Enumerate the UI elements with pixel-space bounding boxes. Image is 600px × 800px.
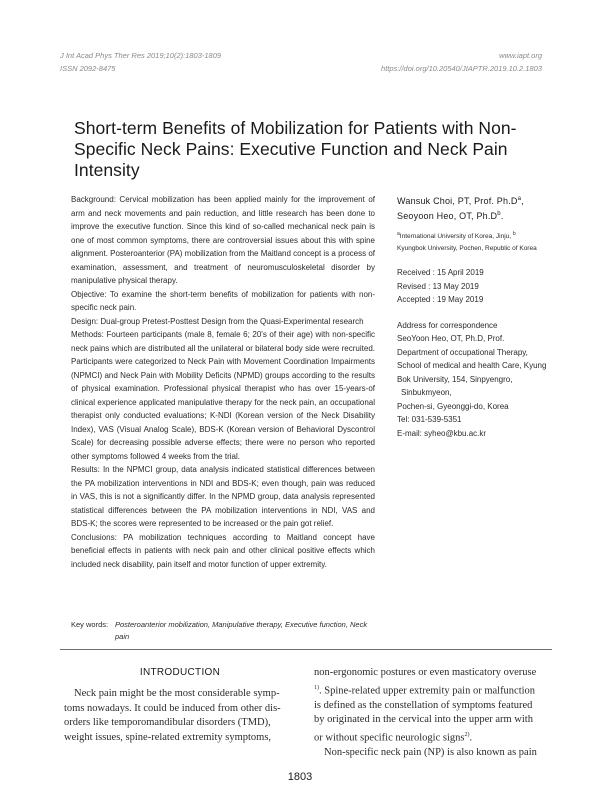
affiliation-b: Kyungbok University, Pochen, Republic of Korea — [397, 244, 537, 252]
correspondence-name: SeoYoon Heo, OT, Ph.D, Prof. — [397, 334, 505, 344]
abstract-objective — [71, 288, 375, 315]
issn: ISSN 2092-8475 — [60, 64, 116, 73]
methods-label: Methods: — [71, 330, 104, 339]
intro-line: by originated in the cervical into the upper arm with — [314, 714, 533, 725]
design-text: Dual-group Pretest-Posttest Design from the Quasi-Experimental research — [100, 316, 364, 326]
intro-line: Neck pain might be the most considerable symp- — [74, 688, 280, 699]
date-revised: Revised : 13 May 2019 — [397, 281, 479, 291]
intro-line: toms nowadays. It could be induced from other dis- — [64, 702, 281, 714]
design-label: Design: — [71, 316, 99, 326]
intro-line: $^{1)}$. Spine-related upper extremity pain or malfunction — [314, 684, 536, 696]
abstract-conclusions — [71, 531, 375, 572]
correspondence-label: Address for correspondence — [397, 320, 498, 330]
correspondence-dept: Department of occupational Therapy, — [397, 347, 528, 357]
background-text: Cervical mobilization has been applied mainly for the improvement of arm and neck movements and pain reduction, and little research has been done to improve the executive function. Since this kind of so-called mechanical neck pain is one of most common symptoms, there are controversial issues about this with spine alignment. Posteroanterior (PA) mobilization from the Maitland concept is a process of examination, assessment, and treatment of neuromusculoskeletal disorder by manipulative physical therapy. — [71, 195, 375, 285]
correspondence-address-1: Bok University, 154, Sinpyengro, — [397, 374, 513, 384]
intro-line: non-ergonomic postures or even masticatory overuse — [314, 667, 537, 678]
abstract-design — [71, 315, 375, 329]
keywords-label: Key words: — [71, 620, 109, 629]
abstract-methods — [71, 328, 375, 463]
objective-text: To examine the short-term benefits of mobilization for patients with non-specific neck pain. — [71, 289, 376, 312]
conclusions-text: PA mobilization techniques according to Maitland concept have beneficial effects in patients with neck pain and other clinical positive effects which included neck disability, pain itself and motor function of upper extremity. — [71, 532, 375, 569]
intro-line: or without specific neurologic signs$^{2)}$. — [314, 731, 473, 743]
methods-text: Fourteen participants (male 8, female 6; 20's of their age) with non-specific neck pains which are distributed all the unilateral or bilateral body side were recruited. Participants were categorized to Neck Pain with Movement Coordination Impairments (NPMCI) and Neck Pain with Mobility Deficits (NPMD) groups according to the results of physical examination. Professional physical therapist who has over 15-years-of clinical experience applicated manipulative therapy for the neck pain, an occupational therapist only conducted evaluations; K-NDI (Korean version of the Neck Disability Index), VAS (Visual Analog Scale), BDS-K (Korean version of Behavioral Dyscontrol Scale) for decreasing possible adverse effects; there were no person who reported other symptoms followed 4 weeks from the trial. — [71, 330, 375, 461]
conclusions-label: Conclusions: — [71, 532, 117, 542]
correspondence-address-2: Sinbukmyeon, — [401, 388, 452, 398]
abstract-background — [71, 193, 375, 288]
results-label: Results: — [71, 465, 100, 474]
affiliation-column — [397, 193, 547, 440]
author-2: Seoyoon Heo, OT, $Ph.D^b$. — [397, 211, 504, 221]
section-divider — [60, 649, 552, 650]
article-title: Short-term Benefits of Mobilization for Patients with Non-Specific Neck Pains: Executive Function and Neck Pain Intensity — [74, 118, 517, 180]
introduction-right-column — [314, 666, 552, 760]
intro-line: weight issues, spine-related extremity symptoms, — [64, 731, 272, 743]
journal-citation: J Int Acad Phys Ther Res 2019;10(2):1803-1809 — [60, 51, 222, 60]
results-text: In the NPMCI group, data analysis indicated statistical differences between the PA mobilization interventions in NDI and BDS-K; even though, pain was reduced in VAS, this is not a significantly differ. In the NPMD group, data analysis represented statistical differences between the PA mobilization interventions in NDI, VAS and BDS-K; the scores were represented to be increased or the pain got relief. — [71, 465, 375, 528]
doi-link: https://doi.org/10.20540/JIAPTR.2019.10.2.1803 — [381, 64, 542, 73]
introduction-left-column — [64, 687, 296, 745]
abstract — [71, 193, 375, 571]
correspondence-email: E-mail: syheo@kbu.ac.kr — [397, 428, 487, 438]
date-received: Received : 15 April 2019 — [397, 268, 484, 278]
running-header-left — [60, 49, 221, 75]
intro-line: orders like temporomandibular disorders (TMD), — [64, 717, 271, 728]
date-accepted: Accepted : 19 May 2019 — [397, 295, 484, 305]
correspondence-address-3: Pochen-si, Gyeonggi-do, Korea — [397, 401, 509, 411]
author-1: Wansuk Choi, PT, Prof. $Ph.D^a$, — [397, 196, 524, 206]
affiliation-a: $^a$International University of Korea, Jinju, $^b$ — [397, 231, 516, 241]
intro-line: Non-specific neck pain (NP) is also known as pain — [324, 746, 537, 758]
correspondence-school: School of medical and health Care, Kyung — [397, 361, 547, 371]
page-number: 1803 — [287, 771, 313, 783]
introduction-heading: INTRODUCTION — [139, 667, 221, 678]
background-label: Background: — [71, 195, 116, 204]
correspondence-tel: Tel: 031-539-5351 — [397, 415, 462, 425]
affiliation-list — [397, 229, 547, 254]
intro-line: is defined as the constellation of symptoms featured — [314, 699, 533, 711]
objective-label: Objective: — [71, 289, 107, 299]
keywords-value: Posteroanterior mobilization, Manipulative therapy, Executive function, Neck pain — [115, 620, 368, 641]
abstract-results — [71, 463, 375, 531]
running-header-right — [381, 49, 542, 75]
journal-website: www.iapt.org — [499, 51, 542, 60]
